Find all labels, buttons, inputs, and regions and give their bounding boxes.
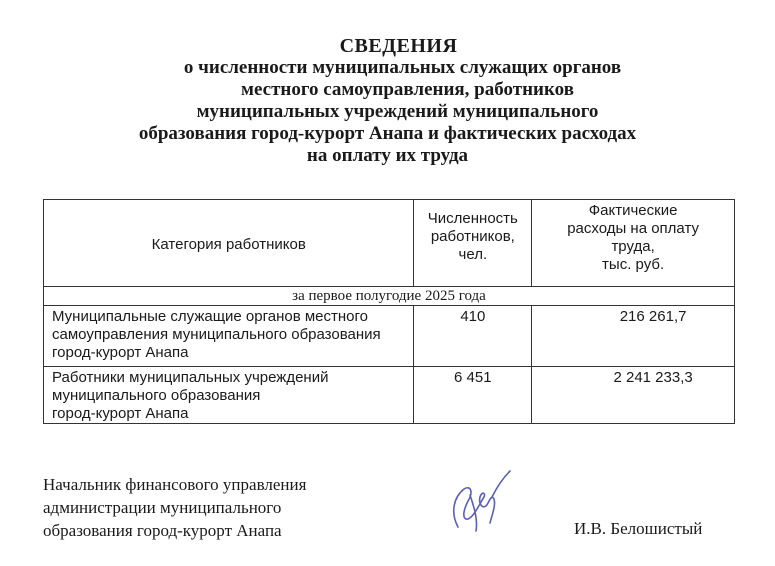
position-line: Начальник финансового управления <box>43 475 307 494</box>
period-label: за первое полугодие 2025 года <box>44 287 735 306</box>
position-line: образования город-курорт Анапа <box>43 521 282 540</box>
header-count <box>414 200 532 287</box>
subtitle-line-3: муниципальных учреждений муниципального <box>196 101 599 122</box>
header-expenses-line: расходы на оплату <box>567 220 699 237</box>
period-row <box>44 287 735 306</box>
row-count: 6 451 <box>414 367 532 424</box>
row-category-line: самоуправления муниципального образования <box>52 326 381 343</box>
staff-expenses-table <box>43 199 735 424</box>
row-expenses: 216 261,7 <box>532 306 735 367</box>
table-row <box>44 306 735 367</box>
header-expenses <box>532 200 735 287</box>
subtitle-line-4: образования город-курорт Анапа и фактических расходах <box>138 123 637 144</box>
row-category-line: Работники муниципальных учреждений <box>52 369 329 386</box>
header-expenses-line: Фактические <box>588 202 678 219</box>
subtitle-line-1: о численности муниципальных служащих органов <box>183 57 622 78</box>
row-category-line: город-курорт Анапа <box>52 344 189 361</box>
table-header-row <box>44 200 735 287</box>
document-title-block <box>0 35 775 167</box>
signer-name: И.В. Белошистый <box>574 519 703 538</box>
subtitle-line-2: местного самоуправления, работников <box>241 79 574 100</box>
row-count: 410 <box>414 306 532 367</box>
handwritten-signature <box>440 467 520 539</box>
document-title: СВЕДЕНИЯ <box>339 35 458 57</box>
header-category: Категория работников <box>44 200 414 287</box>
header-count-line: Численность <box>427 210 518 227</box>
row-category <box>44 306 414 367</box>
subtitle-line-5: на оплату их труда <box>306 145 469 166</box>
row-category-line: муниципального образования <box>52 387 261 404</box>
row-category-line: город-курорт Анапа <box>52 405 189 422</box>
header-count-line: чел. <box>458 246 488 263</box>
header-expenses-line: тыс. руб. <box>602 256 665 273</box>
row-category-line: Муниципальные служащие органов местного <box>52 308 368 325</box>
signatory-position <box>43 473 306 542</box>
header-expenses-line: труда, <box>611 238 655 255</box>
header-count-line: работников, <box>430 228 515 245</box>
row-category <box>44 367 414 424</box>
row-expenses: 2 241 233,3 <box>532 367 735 424</box>
position-line: администрации муниципального <box>43 498 282 517</box>
table-row <box>44 367 735 424</box>
